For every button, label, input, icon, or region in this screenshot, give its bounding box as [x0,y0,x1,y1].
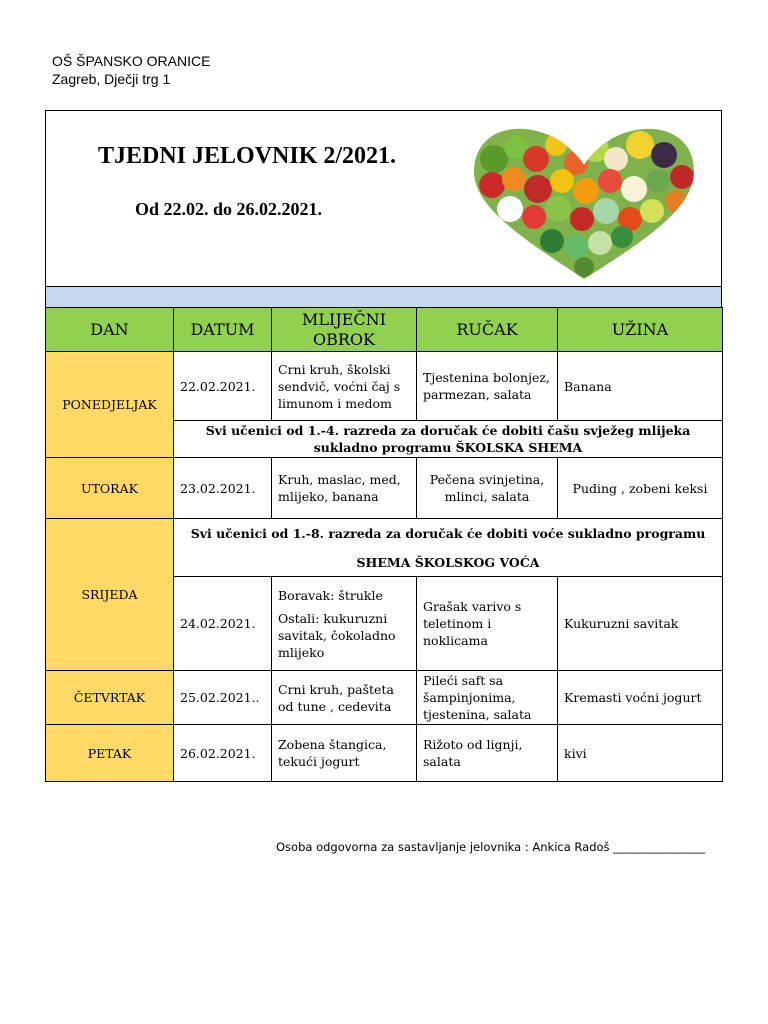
column-header-snack: UŽINA [558,308,723,352]
school-name: OŠ ŠPANSKO ORANICE [52,53,211,69]
milk-meal-cell: Zobena štangica, tekući jogurt [272,725,417,782]
day-cell: ČETVRTAK [46,671,174,725]
date-cell: 25.02.2021.. [174,671,272,725]
column-header-date: DATUM [174,308,272,352]
menu-date-range: Od 22.02. do 26.02.2021. [135,199,323,219]
milk-meal-cell: Crni kruh, pašteta od tune , cedevita [272,671,417,725]
school-address: Zagreb, Dječji trg 1 [52,71,171,87]
notice-cell: Svi učenici od 1.-4. razreda za doručak će dobiti čašu svježeg mlijeka sukladno programu ŠKOLSKA SHEMA [174,421,723,458]
date-cell: 23.02.2021. [174,458,272,519]
table-row [46,352,723,421]
school-info [52,52,210,88]
date-cell: 24.02.2021. [174,577,272,671]
vegetable-heart-image [464,119,704,287]
column-header-milk-meal: MLIJEČNI OBROK [272,308,417,352]
snack-cell: Kukuruzni savitak [558,577,723,671]
day-cell: SRIJEDA [46,519,174,671]
snack-cell: Puding , zobeni keksi [558,458,723,519]
milk-meal-line: Boravak: štrukle [278,587,383,603]
table-row [46,671,723,725]
day-cell: UTORAK [46,458,174,519]
notice-row [46,519,723,577]
notice-line: SHEMA ŠKOLSKOG VOĆA [356,554,540,570]
table-row [46,458,723,519]
weekly-menu-table [45,307,723,782]
day-cell: PETAK [46,725,174,782]
lunch-cell: Rižoto od lignji, salata [417,725,558,782]
lunch-cell: Pečena svinjetina, mlinci, salata [417,458,558,519]
milk-meal-cell: Crni kruh, školski sendvič, voćni čaj s limunom i medom [272,352,417,421]
lunch-cell: Pileći saft sa šampinjonima, tjestenina, salata [417,671,558,725]
menu-header [45,110,722,286]
lunch-cell: Grašak varivo s teletinom i noklicama [417,577,558,671]
table-row [46,725,723,782]
footer-responsible-person: Osoba odgovorna za sastavljanje jelovnika : Ankica Radoš ________________ [276,840,706,854]
snack-cell: Kremasti voćni jogurt [558,671,723,725]
menu-title: TJEDNI JELOVNIK 2/2021. [98,143,397,169]
column-header-day: DAN [46,308,174,352]
milk-meal-cell [272,577,417,671]
divider-band [45,286,722,307]
milk-meal-line: Ostali: kukuruzni savitak, čokoladno mlijeko [278,610,396,660]
snack-cell: kivi [558,725,723,782]
notice-line: Svi učenici od 1.-8. razreda za doručak će dobiti voće sukladno programu [190,525,706,541]
lunch-cell: Tjestenina bolonjez, parmezan, salata [417,352,558,421]
notice-cell [174,519,723,577]
day-cell: PONEDJELJAK [46,352,174,458]
date-cell: 26.02.2021. [174,725,272,782]
date-cell: 22.02.2021. [174,352,272,421]
table-header-row [46,308,723,352]
snack-cell: Banana [558,352,723,421]
column-header-lunch: RUČAK [417,308,558,352]
milk-meal-cell: Kruh, maslac, med, mlijeko, banana [272,458,417,519]
